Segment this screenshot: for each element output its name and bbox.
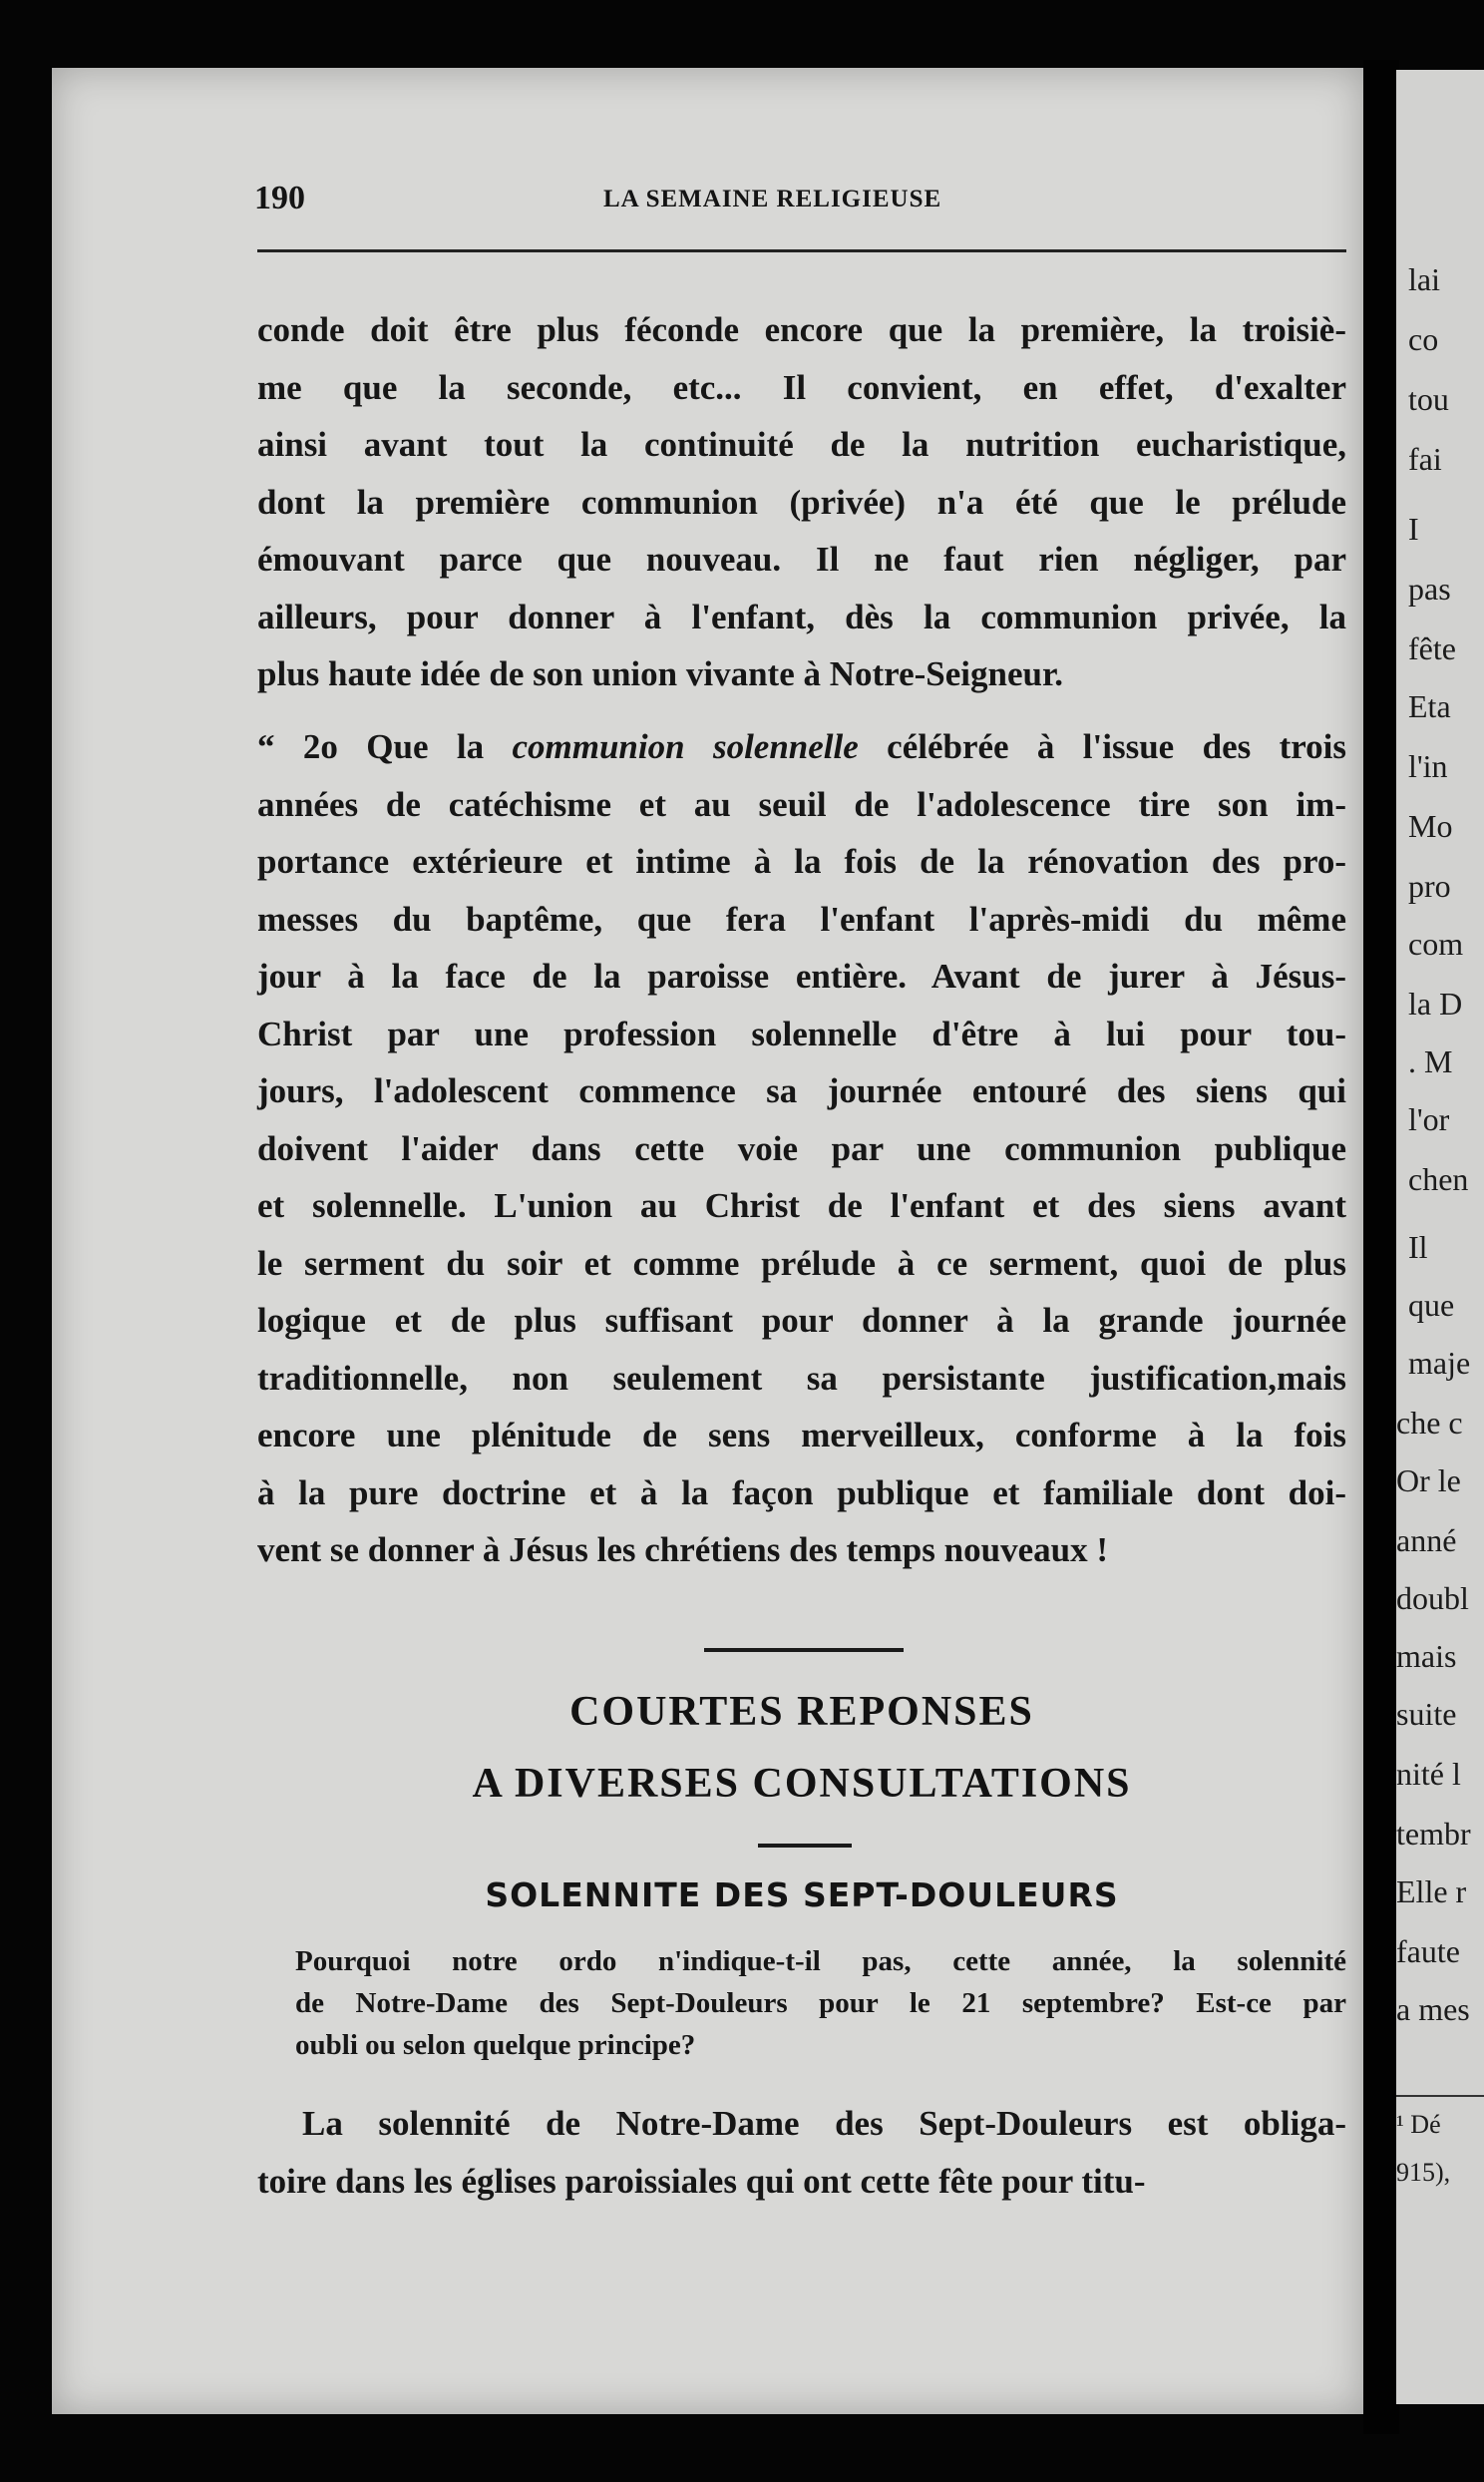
neighbor-text-fragment: l'or — [1408, 1101, 1450, 1137]
text-line: de Notre-Dame des Sept-Douleurs pour le 21 septembre? Est-ce par — [295, 1987, 1346, 2019]
text-line: Pourquoi notre ordo n'indique-t-il pas, cette année, la solennité — [295, 1945, 1346, 1977]
text-line: ainsi avant tout la continuité de la nutrition eucharistique, — [257, 425, 1346, 464]
neighbor-page-fragment — [1396, 70, 1484, 2404]
text-line: toire dans les églises paroissiales qui ont cette fête pour titu- — [257, 2162, 1146, 2201]
neighbor-text-fragment: a mes — [1396, 1991, 1470, 2027]
first-line-rest: célébrée à l'issue des trois — [858, 727, 1346, 766]
neighbor-text-fragment: anné — [1396, 1522, 1457, 1558]
text-line: et solennelle. L'union au Christ de l'enfant et des siens avant — [257, 1186, 1346, 1225]
text-line: plus haute idée de son union vivante à Notre-Seigneur. — [257, 654, 1064, 693]
text-line: oubli ou selon quelque principe? — [295, 2029, 696, 2061]
section-separator — [704, 1648, 904, 1652]
neighbor-text-fragment: doubl — [1396, 1580, 1469, 1616]
text-line: La solennité de Notre-Dame des Sept-Douleurs est obliga- — [302, 2104, 1346, 2143]
answer-paragraph — [257, 2095, 1346, 2211]
text-line: encore une plénitude de sens merveilleux, conforme à la fois — [257, 1416, 1346, 1454]
paragraph-2 — [257, 718, 1346, 1579]
title-underline — [758, 1844, 852, 1848]
text-line: conde doit être plus féconde encore que la première, la troisiè- — [257, 310, 1346, 349]
neighbor-text-fragment: pas — [1408, 571, 1451, 607]
text-line: doivent l'aider dans cette voie par une communion publique — [257, 1128, 1346, 1168]
text-line: émouvant parce que nouveau. Il ne faut rien négliger, par — [257, 540, 1346, 579]
neighbor-text-fragment: Mo — [1408, 808, 1453, 844]
paragraph-line — [257, 718, 1346, 776]
neighbor-text-fragment: Elle r — [1396, 1873, 1467, 1909]
neighbor-text-fragment: mais — [1396, 1638, 1457, 1674]
neighbor-text-fragment: tou — [1408, 381, 1449, 417]
page-number: 190 — [254, 180, 305, 216]
neighbor-text-fragment: . M — [1408, 1043, 1453, 1079]
neighbor-text-fragment: faute — [1396, 1933, 1460, 1969]
neighbor-text-fragment: Or le — [1396, 1462, 1461, 1498]
neighbor-text-fragment: Il — [1408, 1229, 1428, 1265]
text-line: le serment du soir et comme prélude à ce serment, quoi de plus — [257, 1243, 1346, 1283]
neighbor-text-fragment: nité l — [1396, 1756, 1461, 1792]
neighbor-text-fragment: que — [1408, 1287, 1455, 1323]
text-line: jour à la face de la paroisse entière. Avant de jurer à Jésus- — [257, 957, 1346, 996]
neighbor-text-fragment: suite — [1396, 1696, 1457, 1732]
text-line: années de catéchisme et au seuil de l'adolescence tire son im- — [257, 784, 1346, 824]
neighbor-text-fragment: che c — [1396, 1405, 1463, 1441]
text-line: jours, l'adolescent commence sa journée entouré des siens qui — [257, 1071, 1346, 1110]
neighbor-text-fragment: la D — [1408, 986, 1463, 1022]
text-line: à la pure doctrine et à la façon publique et familiale dont doi- — [257, 1472, 1346, 1512]
section-title-line2: A DIVERSES CONSULTATIONS — [472, 1761, 1132, 1807]
page-gutter — [1363, 60, 1399, 2434]
text-line: me que la seconde, etc... Il convient, en effet, d'exalter — [257, 367, 1346, 407]
neighbor-text-fragment: l'in — [1408, 748, 1448, 784]
text-line: ailleurs, pour donner à l'enfant, dès la communion privée, la — [257, 597, 1346, 636]
page-header — [254, 180, 1351, 219]
neighbor-footnote-fragment: 915), — [1396, 2158, 1451, 2187]
neighbor-text-fragment: I — [1408, 511, 1419, 547]
consultation-question — [295, 1940, 1346, 2066]
text-line: portance extérieure et intime à la fois de la rénovation des pro- — [257, 842, 1346, 881]
neighbor-footnote-fragment: ¹ Dé — [1396, 2110, 1441, 2139]
neighbor-text-fragment: com — [1408, 926, 1464, 962]
running-title: LA SEMAINE RELIGIEUSE — [603, 186, 942, 212]
section-subtitle: SOLENNITE DES SEPT-DOULEURS — [485, 1875, 1119, 1914]
text-line: logique et de plus suffisant pour donner à la grande journée — [257, 1301, 1346, 1340]
neighbor-text-fragment: fête — [1408, 630, 1456, 666]
text-line: Christ par une profession solennelle d'être à lui pour tou- — [257, 1014, 1346, 1053]
neighbor-footnote-rule — [1396, 2095, 1484, 2097]
paragraph-1 — [257, 301, 1346, 703]
neighbor-text-fragment: fai — [1408, 441, 1442, 477]
text-line: vent se donner à Jésus les chrétiens des temps nouveaux ! — [257, 1530, 1108, 1569]
opening-text: “ 2o Que la — [257, 727, 513, 766]
text-line: dont la première communion (privée) n'a été que le prélude — [257, 482, 1346, 522]
neighbor-text-fragment: maje — [1408, 1345, 1471, 1381]
text-line: traditionnelle, non seulement sa persistante justification,mais — [257, 1358, 1346, 1398]
neighbor-text-fragment: co — [1408, 321, 1439, 357]
neighbor-text-fragment: chen — [1408, 1161, 1469, 1197]
italic-phrase: communion solennelle — [512, 727, 859, 766]
neighbor-text-fragment: pro — [1408, 868, 1451, 904]
header-rule — [257, 249, 1346, 252]
neighbor-text-fragment: lai — [1408, 261, 1440, 297]
text-line: messes du baptême, que fera l'enfant l'après-midi du même — [257, 899, 1346, 939]
neighbor-text-fragment: tembr — [1396, 1816, 1471, 1852]
neighbor-text-fragment: Eta — [1408, 688, 1451, 724]
section-title-line1: COURTES REPONSES — [569, 1689, 1034, 1735]
